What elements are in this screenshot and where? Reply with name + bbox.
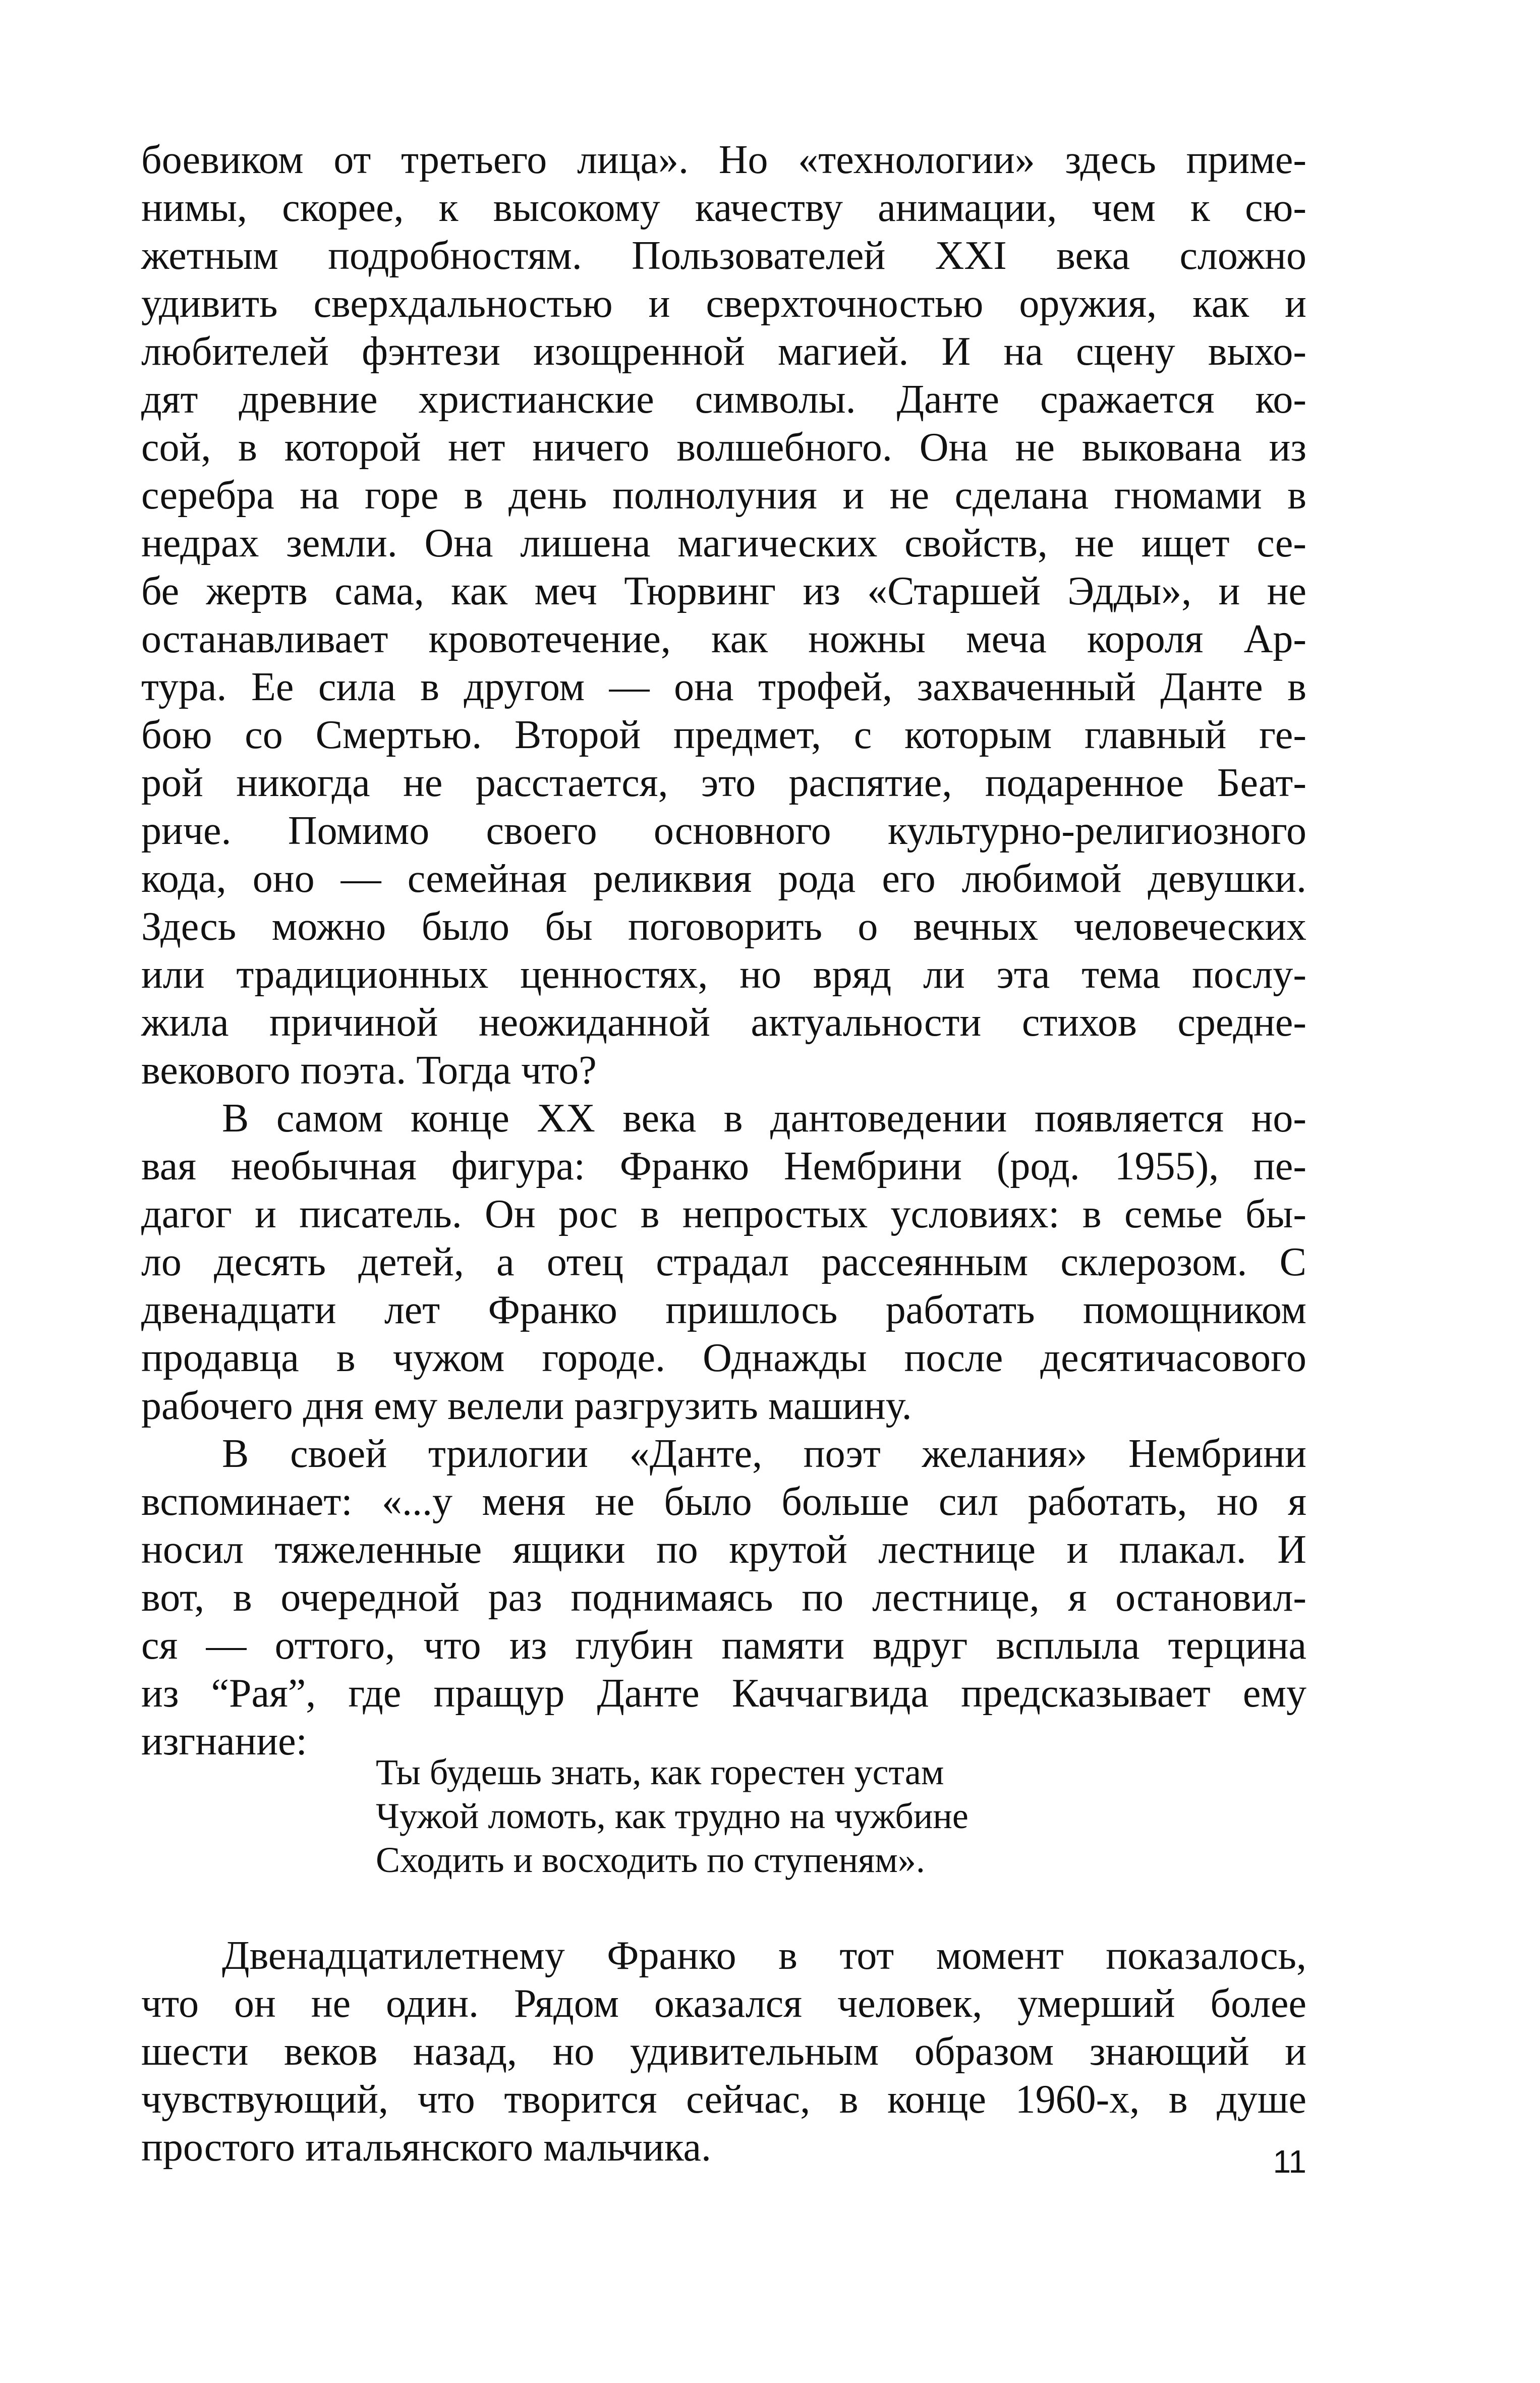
verse-quote: [376, 1750, 1233, 1882]
text-line: носил тяжеленные ящики по крутой лестнице и плакал. И: [141, 1527, 1306, 1572]
text-line: бою со Смертью. Второй предмет, с которым главный ге-: [141, 713, 1306, 757]
text-line: кода, оно — семейная реликвия рода его любимой девушки.: [141, 857, 1306, 901]
text-line: дагог и писатель. Он рос в непростых условиях: в семье бы-: [141, 1192, 1306, 1236]
paragraph-3: [141, 1430, 1306, 1766]
text-line: нимы, скорее, к высокому качеству анимации, чем к сю-: [141, 186, 1306, 230]
text-line: продавца в чужом городе. Однажды после десятичасового: [141, 1336, 1306, 1380]
text-line: вая необычная фигура: Франко Нембрини (род. 1955), пе-: [141, 1144, 1306, 1188]
verse-line: Ты будешь знать, как горестен устам: [376, 1752, 944, 1792]
text-line: шести веков назад, но удивительным образом знающий и: [141, 2029, 1306, 2074]
text-line: простого итальянского мальчика.: [141, 2125, 711, 2170]
text-line: жетным подробностям. Пользователей XXI века сложно: [141, 234, 1306, 278]
text-line: ло десять детей, а отец страдал рассеянным склерозом. С: [141, 1240, 1306, 1284]
page-number: 11: [1273, 2143, 1306, 2180]
text-line: двенадцати лет Франко пришлось работать помощником: [141, 1288, 1306, 1332]
text-line: рой никогда не расстается, это распятие, подаренное Беат-: [141, 761, 1306, 805]
text-line: векового поэта. Тогда что?: [141, 1048, 597, 1093]
text-line: вот, в очередной раз поднимаясь по лестнице, я остановил-: [141, 1575, 1306, 1620]
text-line: серебра на горе в день полнолуния и не сделана гномами в: [141, 473, 1306, 518]
text-line: тура. Ее сила в другом — она трофей, захваченный Данте в: [141, 665, 1306, 709]
text-line: жила причиной неожиданной актуальности стихов средне-: [141, 1000, 1306, 1045]
text-line: вспоминает: «...у меня не было больше сил работать, но я: [141, 1480, 1306, 1524]
paragraph-1: [141, 136, 1306, 1095]
text-line: сой, в которой нет ничего волшебного. Она не выкована из: [141, 425, 1306, 470]
text-line: дят древние христианские символы. Данте сражается ко-: [141, 377, 1306, 422]
text-line: В своей трилогии «Данте, поэт желания» Нембрини: [222, 1432, 1306, 1476]
text-line: бе жертв сама, как меч Тюрвинг из «Старшей Эдды», и не: [141, 569, 1306, 613]
paragraph-4: [141, 1932, 1306, 2172]
text-line: В самом конце XX века в дантоведении появляется но-: [222, 1096, 1306, 1141]
text-line: ся — оттого, что из глубин памяти вдруг всплыла терцина: [141, 1623, 1306, 1668]
text-line: чувствующий, что творится сейчас, в конце 1960-х, в душе: [141, 2077, 1306, 2122]
text-line: из “Рая”, где пращур Данте Каччагвида предсказывает ему: [141, 1671, 1306, 1716]
text-line: изгнание:: [141, 1719, 307, 1764]
text-line: недрах земли. Она лишена магических свойств, не ищет се-: [141, 521, 1306, 565]
paragraph-2: [141, 1095, 1306, 1430]
verse-line: Чужой ломоть, как трудно на чужбине: [376, 1796, 968, 1836]
verse-line: Сходить и восходить по ступеням».: [376, 1840, 925, 1880]
text-line: удивить сверхдальностью и сверхточностью оружия, как и: [141, 281, 1306, 326]
text-line: останавливает кровотечение, как ножны меча короля Ар-: [141, 617, 1306, 661]
text-line: рабочего дня ему велели разгрузить машину.: [141, 1384, 912, 1428]
text-line: что он не один. Рядом оказался человек, умерший более: [141, 1981, 1306, 2026]
text-line: Двенадцатилетнему Франко в тот момент показалось,: [222, 1934, 1306, 1978]
text-line: боевиком от третьего лица». Но «технологии» здесь приме-: [141, 138, 1306, 182]
text-line: Здесь можно было бы поговорить о вечных человеческих: [141, 904, 1306, 949]
text-line: или традиционных ценностях, но вряд ли эта тема послу-: [141, 952, 1306, 997]
text-line: риче. Помимо своего основного культурно-религиозного: [141, 809, 1306, 853]
text-line: любителей фэнтези изощренной магией. И на сцену выхо-: [141, 329, 1306, 374]
